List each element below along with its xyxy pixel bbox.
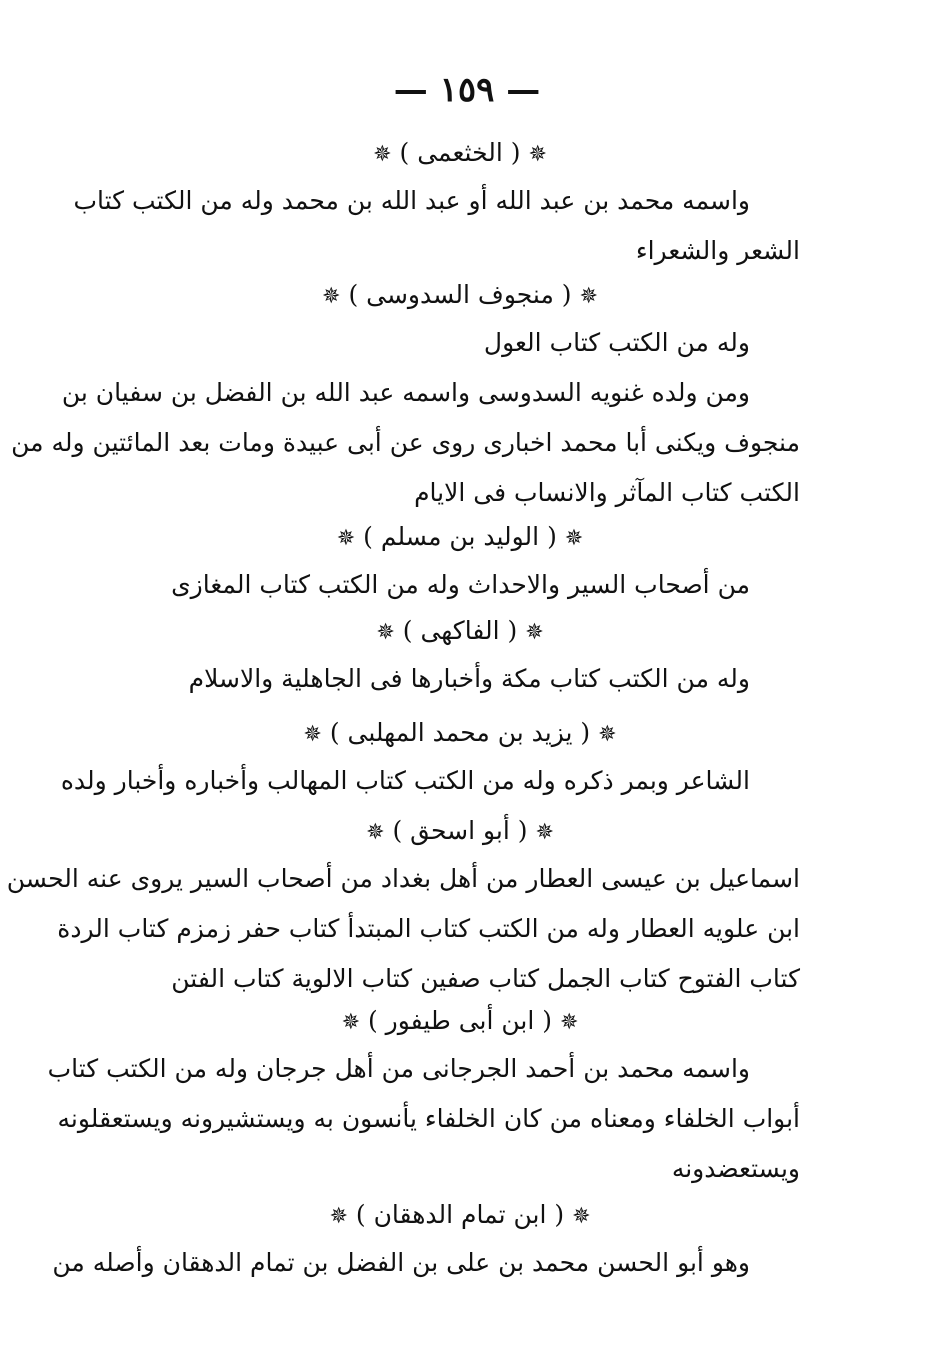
entry-yazid-muhallabi (60, 710, 800, 806)
ornament-icon: ✵ (341, 1010, 361, 1035)
ornament-icon: ✵ (559, 1010, 579, 1035)
text-line: وله من الكتب كتاب العول (483, 328, 750, 357)
entry-heading (120, 272, 800, 318)
page-number: — ١٥٩ — (393, 70, 541, 110)
text-line: كتاب الفتوح كتاب الجمل كتاب صفين كتاب الالوية كتاب الفتن (171, 964, 800, 993)
entry-heading (120, 998, 800, 1044)
text-line: أبواب الخلفاء ومعناه من كان الخلفاء يأنسون به ويستشيرونه ويستعقلونه (57, 1104, 800, 1133)
text-line: ومن ولده غنويه السدوسى واسمه عبد الله بن الفضل بن سفيان بن (61, 378, 750, 407)
ornament-icon: ✵ (572, 1204, 591, 1229)
ornament-icon: ✵ (336, 526, 356, 551)
ornament-icon: ✵ (564, 526, 584, 551)
text-line: واسمه محمد بن عبد الله أو عبد الله بن محمد وله من الكتب كتاب (73, 186, 750, 215)
ornament-icon: ✵ (579, 284, 598, 309)
heading-text: ( الخثعمى ) (399, 138, 521, 167)
entry-ibn-tammam-dihqan (52, 1192, 800, 1288)
text-line: من أصحاب السير والاحداث وله من الكتب كتاب المغازى (171, 570, 750, 599)
entry-abu-ishaq (6, 808, 800, 1004)
ornament-icon: ✵ (376, 620, 395, 645)
entry-manjuf-sadusi (11, 272, 800, 518)
ornament-icon: ✵ (303, 722, 322, 747)
heading-text: ( يزيد بن محمد المهلبى ) (329, 718, 591, 747)
entry-heading (120, 808, 800, 854)
heading-text: ( الوليد بن مسلم ) (363, 522, 557, 551)
entry-heading (120, 710, 800, 756)
ornament-icon: ✵ (366, 820, 385, 845)
entry-heading (120, 514, 800, 560)
entry-heading (120, 1192, 800, 1238)
text-line: منجوف ويكنى أبا محمد اخبارى روى عن أبى عبيدة ومات بعد المائتين وله من (11, 428, 800, 457)
text-line: اسماعيل بن عيسى العطار من أهل بغداد من أصحاب السير يروى عنه الحسن (6, 864, 800, 893)
entry-heading (120, 130, 800, 176)
text-line: ويستعضدونه (671, 1154, 800, 1183)
entry-walid-ibn-muslim (120, 514, 800, 610)
ornament-icon: ✵ (528, 142, 547, 167)
text-line: الكتب كتاب المآثر والانساب فى الايام (414, 478, 800, 507)
text-line: ابن علويه العطار وله من الكتب كتاب المبتدأ كتاب حفر زمزم كتاب الردة (57, 914, 800, 943)
entry-ibn-abi-tayfur (47, 998, 800, 1194)
heading-text: ( أبو اسحق ) (392, 816, 528, 845)
entry-fakihi (120, 608, 800, 704)
heading-text: ( الفاكهى ) (402, 616, 518, 645)
text-line: واسمه محمد بن أحمد الجرجانى من أهل جرجان وله من الكتب كتاب (47, 1054, 750, 1083)
ornament-icon: ✵ (322, 284, 341, 309)
ornament-icon: ✵ (598, 722, 617, 747)
text-line: وله من الكتب كتاب مكة وأخبارها فى الجاهلية والاسلام (188, 664, 750, 693)
text-line: الشعر والشعراء (635, 236, 800, 265)
heading-text: ( ابن تمام الدهقان ) (355, 1200, 565, 1229)
text-line: الشاعر وبمر ذكره وله من الكتب كتاب المهالب وأخباره وأخبار ولده (60, 766, 750, 795)
heading-text: ( منجوف السدوسى ) (348, 280, 572, 309)
heading-text: ( ابن أبى طيفور ) (367, 1006, 553, 1035)
entry-khathami (73, 130, 800, 276)
entry-heading (120, 608, 800, 654)
text-line: وهو أبو الحسن محمد بن على بن الفضل بن تمام الدهقان وأصله من (52, 1248, 750, 1277)
ornament-icon: ✵ (535, 820, 554, 845)
ornament-icon: ✵ (329, 1204, 348, 1229)
ornament-icon: ✵ (525, 620, 544, 645)
ornament-icon: ✵ (373, 142, 392, 167)
